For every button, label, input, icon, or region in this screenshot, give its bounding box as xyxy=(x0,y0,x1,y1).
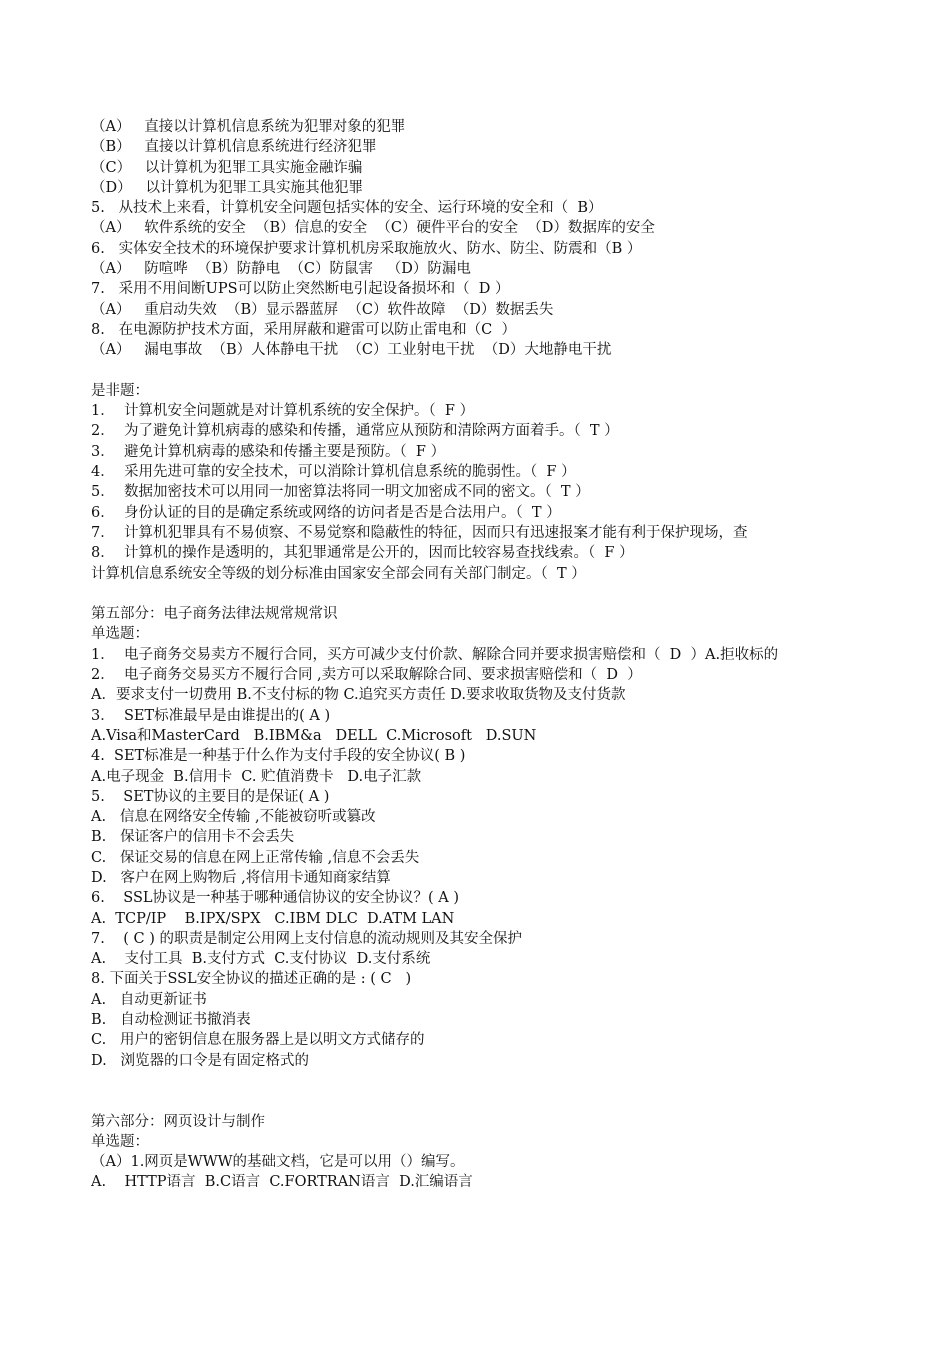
question-line: 8． 计算机的操作是透明的，其犯罪通常是公开的，因而比较容易查找线索。（ F ） xyxy=(91,545,634,562)
section-title: 第六部分：网页设计与制作 xyxy=(91,1113,265,1130)
question-line: 6. 实体安全技术的环境保护要求计算机机房采取施放火、防水、防尘、防震和（B ） xyxy=(91,240,642,257)
question-line: 7． 计算机犯罪具有不易侦察、不易觉察和隐蔽性的特征，因而只有迅速报案才能有利于保护现场，查 xyxy=(91,524,748,541)
question-line: 5. 从技术上来看，计算机安全问题包括实体的安全、运行环境的安全和（ B） xyxy=(91,200,603,217)
text-line: （A） 直接以计算机信息系统为犯罪对象的犯罪 xyxy=(91,119,406,135)
question-line: 1． 计算机安全问题就是对计算机系统的安全保护。（ F ） xyxy=(91,403,475,420)
text-line: C. 保证交易的信息在网上正常传输 ,信息不会丢失 xyxy=(91,849,420,866)
text-line: A.Visa和MasterCard B.IBM&a DELL C.Microsoft D.SUN xyxy=(91,727,537,744)
text-line: （C） 以计算机为犯罪工具实施金融诈骗 xyxy=(91,159,363,176)
text-line: （A） 防喧哗 （B）防静电 （C）防鼠害 （D）防漏电 xyxy=(91,261,471,278)
text-line: D. 客户在网上购物后 ,将信用卡通知商家结算 xyxy=(91,869,391,886)
question-line: 7. 采用不用间断UPS可以防止突然断电引起设备损坏和（ D ） xyxy=(91,281,510,298)
question-line: 3． SET标准最早是由谁提出的( A ) xyxy=(91,707,331,724)
document-page xyxy=(91,117,911,1193)
text-line: （A） 软件系统的安全 （B）信息的安全 （C）硬件平台的安全 （D）数据库的安全 xyxy=(91,220,655,237)
question-line: 4. SET标准是一种基于什么作为支付手段的安全协议( B ) xyxy=(91,748,466,765)
text-line: （A） 漏电事故 （B）人体静电干扰 （C）工业射电干扰 （D）大地静电干扰 xyxy=(91,342,612,359)
section-heading: 是非题： xyxy=(91,382,149,399)
question-line: 5. SET协议的主要目的是保证( A ) xyxy=(91,788,330,805)
question-line: 2． 为了避免计算机病毒的感染和传播，通常应从预防和清除两方面着手。（ T ） xyxy=(91,423,619,440)
spacer xyxy=(91,584,911,604)
section-title: 第五部分：电子商务法律法规常规常识 xyxy=(91,606,338,623)
text-line: A.电子现金 B.信用卡 C. 贮值消费卡 D.电子汇款 xyxy=(91,768,422,785)
text-line: A. 自动更新证书 xyxy=(91,991,207,1008)
text-line: A. 信息在网络安全传输 ,不能被窃听或篡改 xyxy=(91,809,376,826)
question-line: 1． 电子商务交易卖方不履行合同，买方可减少支付价款、解除合同并要求损害赔偿和（ D ）A.拒收标的 xyxy=(91,646,779,663)
true-false-section xyxy=(91,381,911,584)
section-subheading: 单选题： xyxy=(91,1133,149,1150)
text-line: C. 用户的密钥信息在服务器上是以明文方式储存的 xyxy=(91,1032,425,1049)
spacer xyxy=(91,361,911,381)
text-line: B. 保证客户的信用卡不会丢失 xyxy=(91,829,295,846)
section-subheading: 单选题： xyxy=(91,626,149,643)
question-line: 6． 身份认证的目的是确定系统或网络的访问者是否是合法用户。（ T ） xyxy=(91,504,561,521)
question-line: 6. SSL协议是一种基于哪种通信协议的安全协议？( A ) xyxy=(91,890,460,907)
part6-section xyxy=(91,1112,911,1193)
part5-section xyxy=(91,604,911,1071)
question-line: 3． 避免计算机病毒的感染和传播主要是预防。（ F ） xyxy=(91,443,446,460)
section-a-options xyxy=(91,117,911,361)
text-line: （B） 直接以计算机信息系统进行经济犯罪 xyxy=(91,139,377,156)
question-line: 计算机信息系统安全等级的划分标准由国家安全部会同有关部门制定。（ T ） xyxy=(91,565,586,582)
question-line: 8. 下面关于SSL安全协议的描述正确的是 : ( C ) xyxy=(91,971,412,988)
question-line: 8. 在电源防护技术方面，采用屏蔽和避雷可以防止雷电和（C ） xyxy=(91,321,516,338)
text-line: D. 浏览器的口令是有固定格式的 xyxy=(91,1052,310,1069)
question-line: 5． 数据加密技术可以用同一加密算法将同一明文加密成不同的密文。（ T ） xyxy=(91,484,590,501)
text-line: A. TCP/IP B.IPX/SPX C.IBM DLC D.ATM LAN xyxy=(91,910,455,927)
text-line: B. 自动检测证书撤消表 xyxy=(91,1012,251,1029)
text-line: A. HTTP语言 B.C语言 C.FORTRAN语言 D.汇编语言 xyxy=(91,1174,473,1191)
text-line: A．要求支付一切费用 B.不支付标的物 C.追究买方责任 D.要求收取货物及支付货款 xyxy=(91,687,626,704)
question-line: 7. ( C ) 的职责是制定公用网上支付信息的流动规则及其安全保护 xyxy=(91,930,523,947)
text-line: A. 支付工具 B.支付方式 C.支付协议 D.支付系统 xyxy=(91,951,431,968)
spacer xyxy=(91,1071,911,1112)
text-line: （A） 重启动失效 （B）显示器蓝屏 （C）软件故障 （D）数据丢失 xyxy=(91,301,554,318)
text-line: （D） 以计算机为犯罪工具实施其他犯罪 xyxy=(91,179,363,196)
question-line: （A）1.网页是WWW的基础文档，它是可以用（）编写。 xyxy=(91,1154,465,1171)
question-line: 2． 电子商务交易买方不履行合同 ,卖方可以采取解除合同、要求损害赔偿和（ D ） xyxy=(91,667,642,684)
question-line: 4． 采用先进可靠的安全技术，可以消除计算机信息系统的脆弱性。（ F ） xyxy=(91,464,576,481)
